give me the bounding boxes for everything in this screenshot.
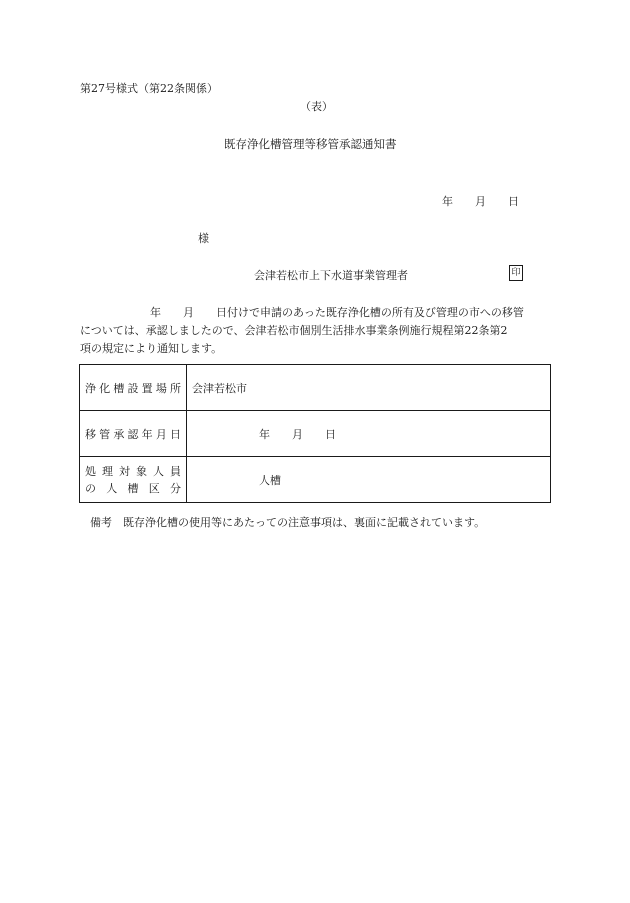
installation-location-label: 浄化槽設置場所 (80, 365, 187, 411)
issue-date (442, 193, 519, 209)
addressee-suffix: 様 (198, 232, 209, 245)
body-year: 年 (150, 306, 161, 319)
table-row (80, 365, 551, 411)
body-line-2: については、承認しましたので、会津若松市個別生活排水事業条例施行規程第22条第2 (80, 324, 508, 337)
body-line-1-text: 日付けで申請のあった既存浄化槽の所有及び管理の市への移管 (216, 306, 524, 319)
approval-year: 年 (259, 427, 270, 441)
approval-date-value (187, 411, 551, 457)
approval-date-label: 移管承認年月日 (80, 411, 187, 457)
capacity-class-label-line-1: 処理対象人員 (85, 464, 181, 478)
issuer-name: 会津若松市上下水道事業管理者 (254, 269, 408, 282)
body-line-3: 項の規定により通知します。 (80, 342, 223, 355)
installation-location-value: 会津若松市 (187, 365, 551, 411)
capacity-class-value: 人槽 (187, 457, 551, 503)
seal-mark: 印 (509, 265, 523, 281)
capacity-class-label (80, 457, 187, 503)
approval-month: 月 (292, 427, 303, 441)
body-month: 月 (183, 306, 194, 319)
issue-date-day: 日 (508, 195, 519, 208)
form-number: 第27号様式（第22条関係） (80, 82, 218, 95)
table-row (80, 457, 551, 503)
table-row (80, 411, 551, 457)
approval-day: 日 (325, 427, 336, 441)
document-title: 既存浄化槽管理等移管承認通知書 (224, 137, 397, 151)
notice-body (80, 304, 560, 358)
capacity-class-label-line-2: の人槽区分 (85, 481, 181, 495)
remark-note: 備考 既存浄化槽の使用等にあたっての注意事項は、裏面に記載されています。 (90, 516, 486, 529)
issue-date-month: 月 (475, 195, 486, 208)
issue-date-year: 年 (442, 195, 453, 208)
body-line-1 (80, 304, 560, 322)
details-table (79, 364, 551, 503)
side-label: （表） (300, 100, 333, 113)
